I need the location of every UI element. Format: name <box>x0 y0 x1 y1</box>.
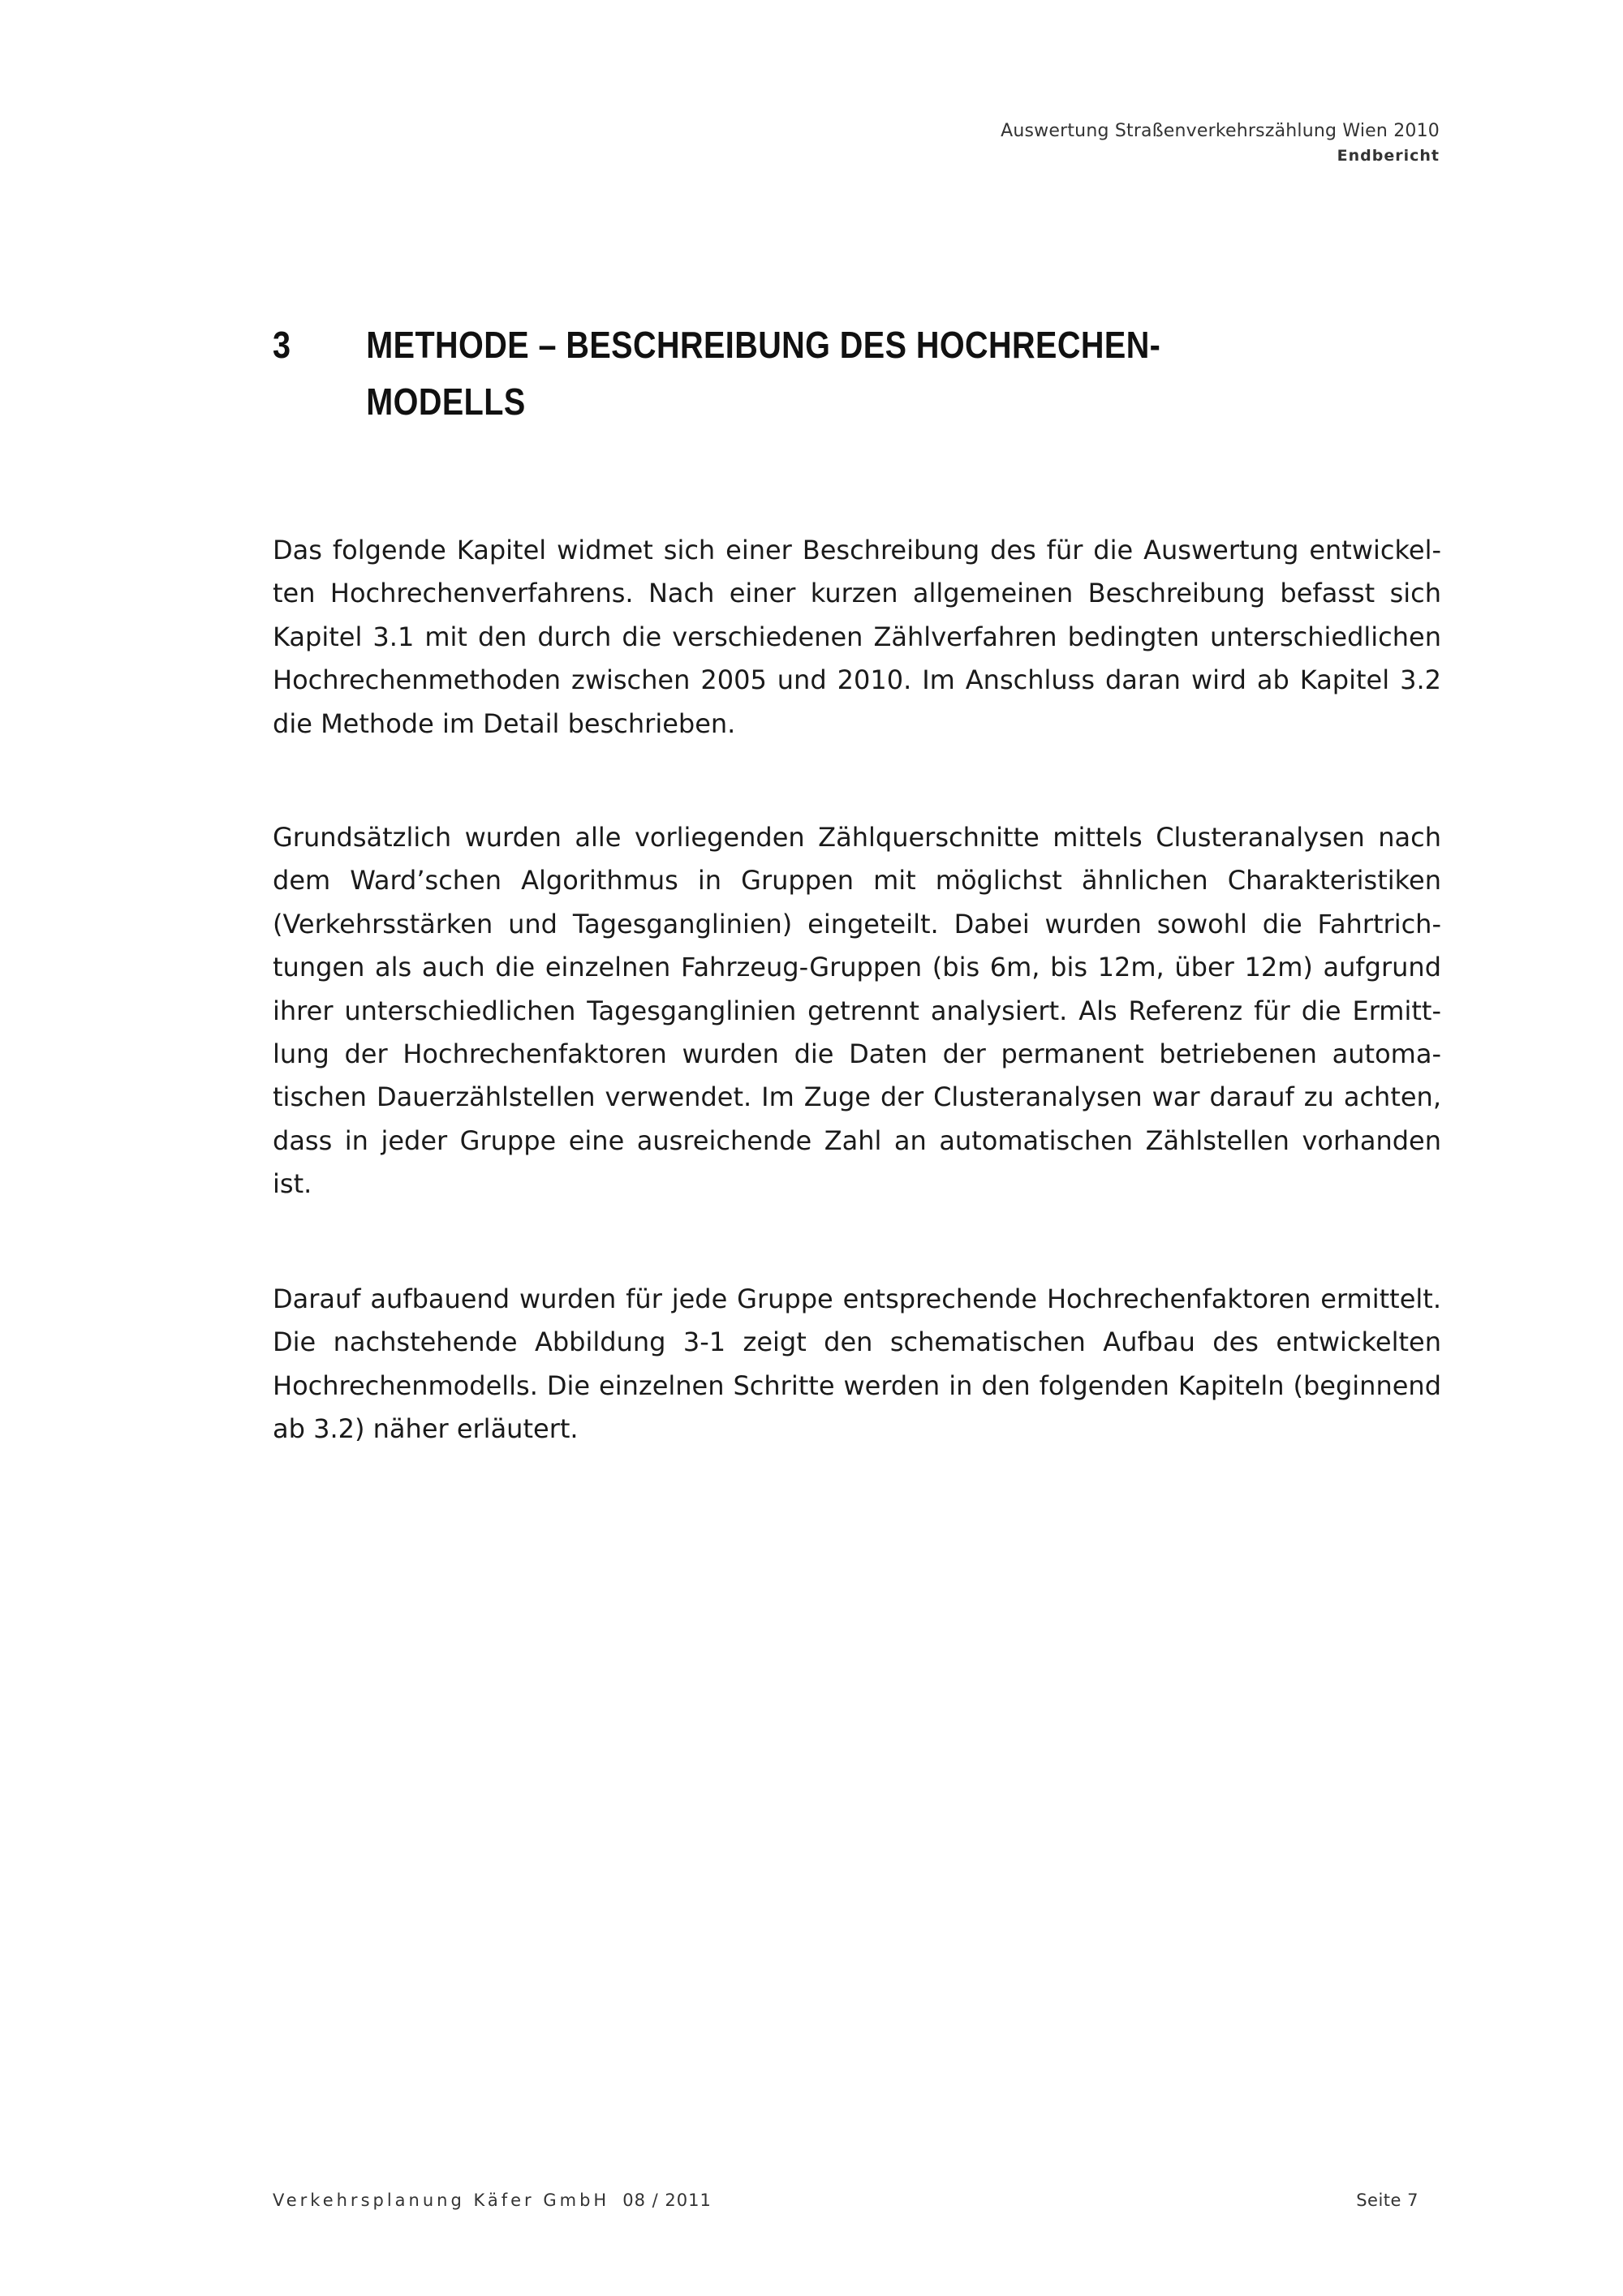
chapter-number: 3 <box>273 324 291 366</box>
document-subtitle: Endbericht <box>1337 147 1440 165</box>
paragraph-introduction: Das folgende Kapitel widmet sich einer Beschreibung des für die Auswertung entwickelten Hochrechenverfahrens. Nach einer kurzen allgemeinen Beschreibung befasst sich Kapitel 3.1 mit den durch die verschiedenen Zählverfahren bedingten unterschiedlichen Hochrechenmethoden zwischen 2005 und 2010. Im Anschluss daran wird ab Kapitel 3.2 die Methode im Detail beschrieben. <box>273 535 1441 739</box>
chapter-title-line-2: MODELLS <box>366 381 526 423</box>
page-number: Seite 7 <box>1356 2191 1419 2210</box>
page-header <box>1001 118 1440 167</box>
document-title: Auswertung Straßenverkehrszählung Wien 2010 <box>1001 121 1440 141</box>
chapter-title-line-1: METHODE – BESCHREIBUNG DES HOCHRECHEN- <box>366 324 1161 366</box>
footer-date: 08 / 2011 <box>622 2191 712 2210</box>
paragraph-extrapolation-factors: Darauf aufbauend wurden für jede Gruppe entsprechende Hochrechenfaktoren ermittelt. Die nachstehende Abbildung 3-1 zeigt den schematischen Aufbau des entwickelten Hochrechenmodells. Die einzelnen Schritte werden in den folgenden Kapiteln (beginnend ab 3.2) näher erläutert. <box>273 1283 1441 1445</box>
footer-left <box>273 2191 712 2210</box>
paragraph-cluster-analysis: Grundsätzlich wurden alle vorliegenden Zählquerschnitte mittels Clusteranalysen nach dem Ward’schen Algorithmus in Gruppen mit möglichst ähnlichen Charakteristiken (Verkehrsstärken und Tagesganglinien) eingeteilt. Dabei wurden sowohl die Fahrtrichtungen als auch die einzelnen Fahrzeug-Gruppen (bis 6m, bis 12m, über 12m) aufgrund ihrer unterschiedlichen Tagesganglinien getrennt analysiert. Als Referenz für die Ermittlung der Hochrechenfaktoren wurden die Daten der permanent betriebenen automatischen Dauerzählstellen verwendet. Im Zuge der Clusteranalysen war darauf zu achten, dass in jeder Gruppe eine ausreichende Zahl an automatischen Zählstellen vorhanden ist. <box>273 822 1441 1200</box>
footer-company: Verkehrsplanung Käfer GmbH <box>273 2191 610 2210</box>
chapter-heading <box>273 316 1285 430</box>
chapter-title <box>366 316 1169 430</box>
page-footer <box>273 2191 1419 2210</box>
